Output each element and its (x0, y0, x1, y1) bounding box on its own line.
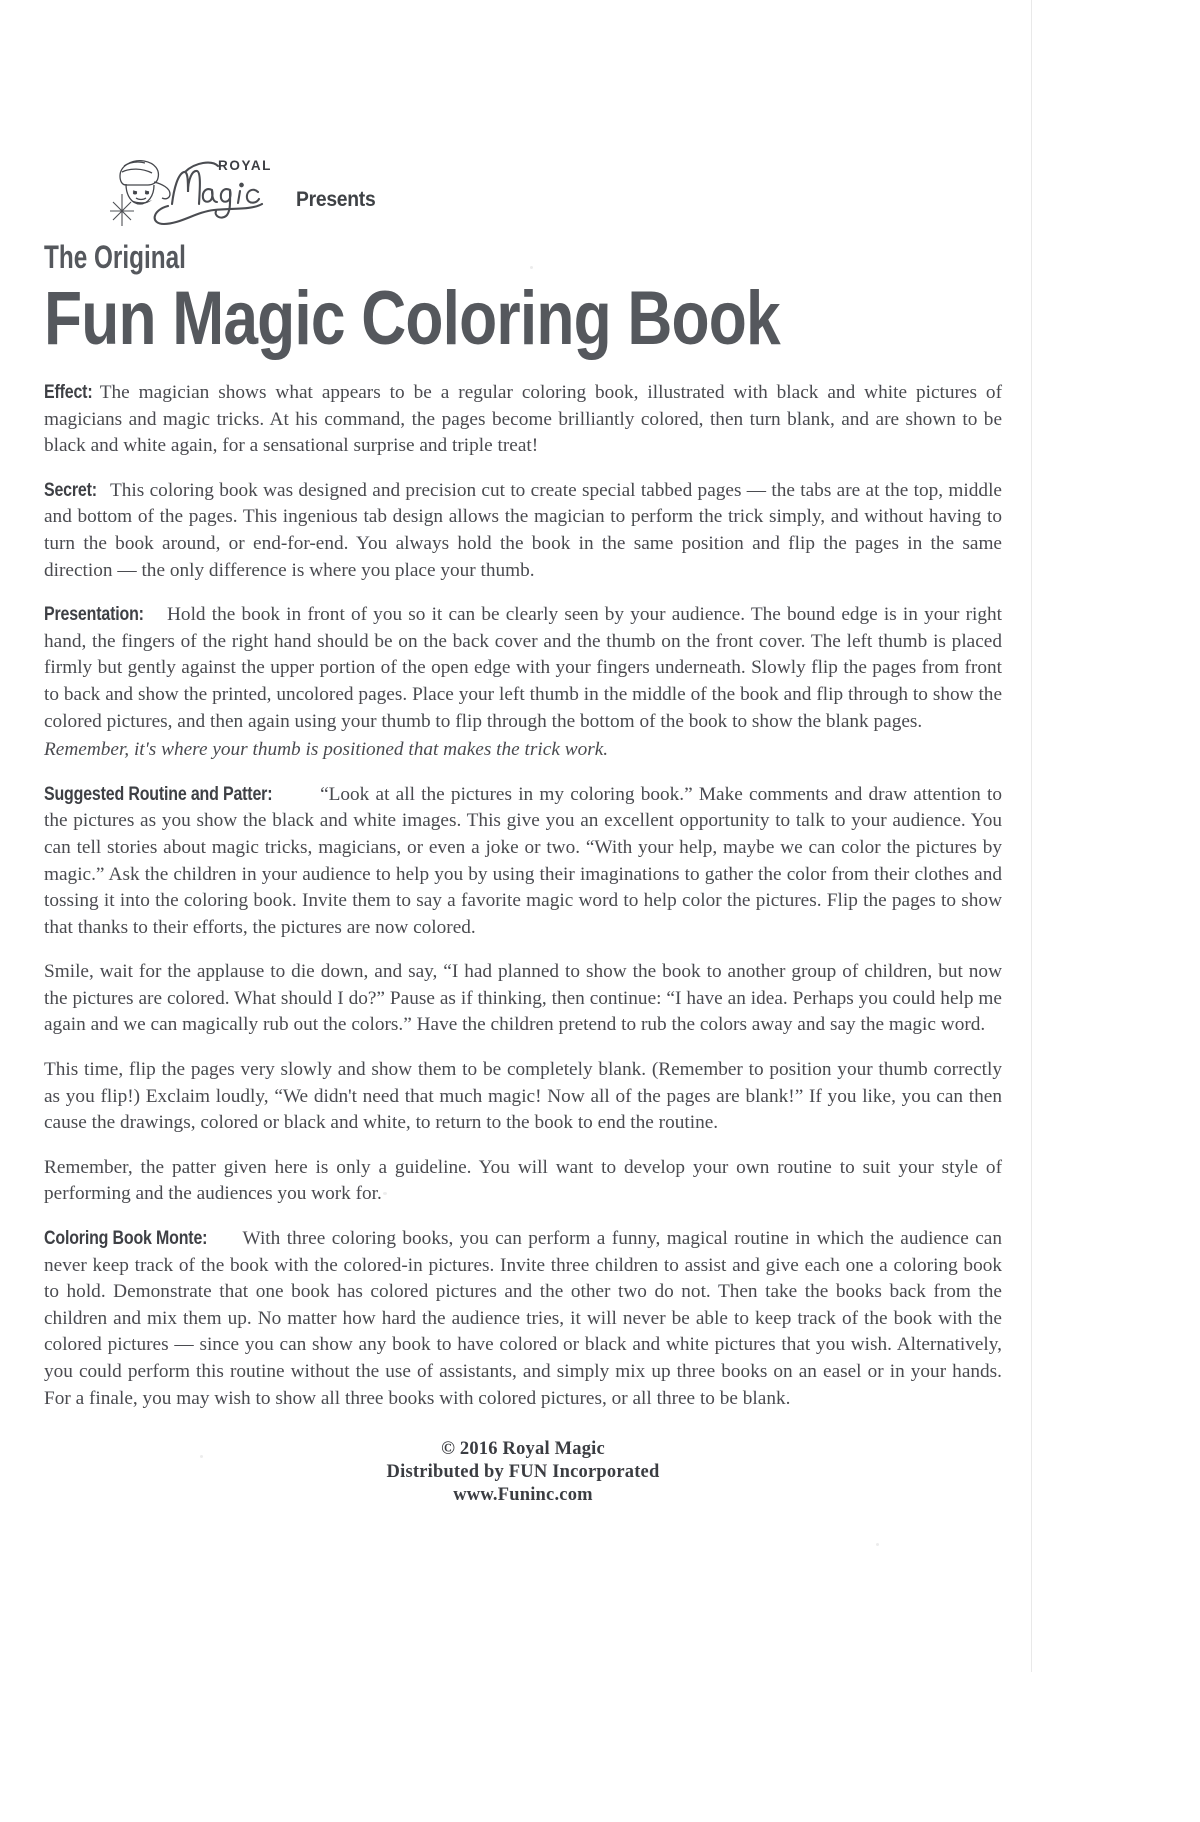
kicker-the-original: The Original (44, 239, 186, 275)
scan-bottom-margin (0, 1672, 1200, 1822)
routine-paragraph-4: Remember, the patter given here is only a guideline. You will want to develop your own routine to suit your style of performing and the audiences you work for. (44, 1156, 1002, 1205)
scan-speckle (876, 1543, 879, 1546)
footer-copyright: © 2016 Royal Magic (441, 1439, 605, 1460)
body-text (44, 380, 1002, 1412)
presentation-italic-note (44, 737, 1002, 764)
section-presentation (44, 602, 1002, 735)
presentation-note-text: Remember, it's where your thumb is positioned that makes the trick work. (44, 739, 609, 761)
section-coloring-book-monte (44, 1226, 1002, 1412)
document-content (44, 148, 1002, 1507)
footer (44, 1438, 1002, 1507)
section-text-suggested-routine: “Look at all the pictures in my coloring book.” Make comments and draw attention to the pictures as you show the black and white images. This give you an excellent opportunity to talk to your audience. You can tell stories about magic tricks, magicians, or even a joke or two. “With your help, maybe we can color the pictures by magic.” Ask the children in your audience to help you by using their imaginations to gather the color from their clothes and tossing it into the coloring book. Invite them to say a favorite magic word to help color the pictures. Flip the pages to show that thanks to their efforts, the pictures are now colored. (44, 783, 1002, 938)
section-suggested-routine (44, 782, 1002, 942)
section-label-presentation: Presentation: (44, 604, 144, 626)
section-label-coloring-book-monte: Coloring Book Monte: (44, 1228, 208, 1250)
section-label-effect: Effect: (44, 382, 93, 403)
royal-magic-logo (100, 148, 382, 226)
section-text-secret: This coloring book was designed and precision cut to create special tabbed pages — the tabs are at the top, middle and bottom of the pages. This ingenious tab design allows the magician to perform the trick simply, and without having to turn the book around, or end-for-end. You always hold the book in the same position and flip the pages in the same direction — the only difference is where you place your thumb. (44, 479, 1002, 581)
section-text-coloring-book-monte: With three coloring books, you can perform a funny, magical routine in which the audience can never keep track of the book with the colored-in pictures. Invite three children to assist and give each one a coloring book to hold. Demonstrate that one book has colored pictures and the other two do not. Then take the books back from the children and mix them up. No matter how hard the audience tries, it will never be able to keep track of the book with the colored pictures — since you can show any book to have colored or black and white pictures that you wish. Alternatively, you could perform this routine without the use of assistants, and simply mix up three books on an easel or in your hands. For a finale, you may wish to show all three books with colored pictures, or all three to be blank. (44, 1228, 1002, 1409)
presents-label: Presents (296, 188, 376, 211)
masthead (44, 148, 1002, 226)
routine-paragraph-2: Smile, wait for the applause to die down, and say, “I had planned to show the book to another group of children, but now the pictures are colored. What should I do?” Pause as if thinking, then continue: “I have an idea. Perhaps you could help me again and we can magically rub out the colors.” Have the children pretend to rub the colors away and say the magic word. (44, 961, 1002, 1036)
section-secret (44, 478, 1002, 584)
svg-text:ROYAL: ROYAL (218, 158, 273, 173)
section-effect (44, 380, 1002, 460)
section-text-effect: The magician shows what appears to be a regular coloring book, illustrated with black and white pictures of magicians and magic tricks. At his command, the pages become brilliantly colored, then turn blank, and are shown to be black and white again, for a sensational surprise and triple treat! (44, 382, 1002, 457)
section-label-secret: Secret: (44, 479, 97, 501)
section-label-suggested-routine: Suggested Routine and Patter: (44, 783, 273, 805)
magician-head-turban-icon (100, 154, 290, 226)
scan-right-margin (1031, 0, 1200, 1822)
footer-website: www.Funinc.com (453, 1485, 593, 1506)
page-title: Fun Magic Coloring Book (44, 276, 780, 361)
routine-paragraph-3: This time, flip the pages very slowly and show them to be completely blank. (Remember to position your thumb correctly as you flip!) Exclaim loudly, “We didn't need that much magic! Now all of the pages are blank!” If you like, you can then cause the drawings, colored or black and white, to return to the book to end the routine. (44, 1059, 1002, 1134)
section-text-presentation: Hold the book in front of you so it can be clearly seen by your audience. The bound edge is in your right hand, the fingers of the right hand should be on the back cover and the thumb on the front cover. The left thumb is placed firmly but gently against the upper portion of the open edge with your fingers underneath. Slowly flip the pages from front to back and show the printed, uncolored pages. Place your left thumb in the middle of the book and flip through to show the colored pictures, and then again using your thumb to flip through the bottom of the book to show the blank pages. (44, 604, 1002, 732)
footer-distributor: Distributed by FUN Incorporated (386, 1462, 660, 1483)
